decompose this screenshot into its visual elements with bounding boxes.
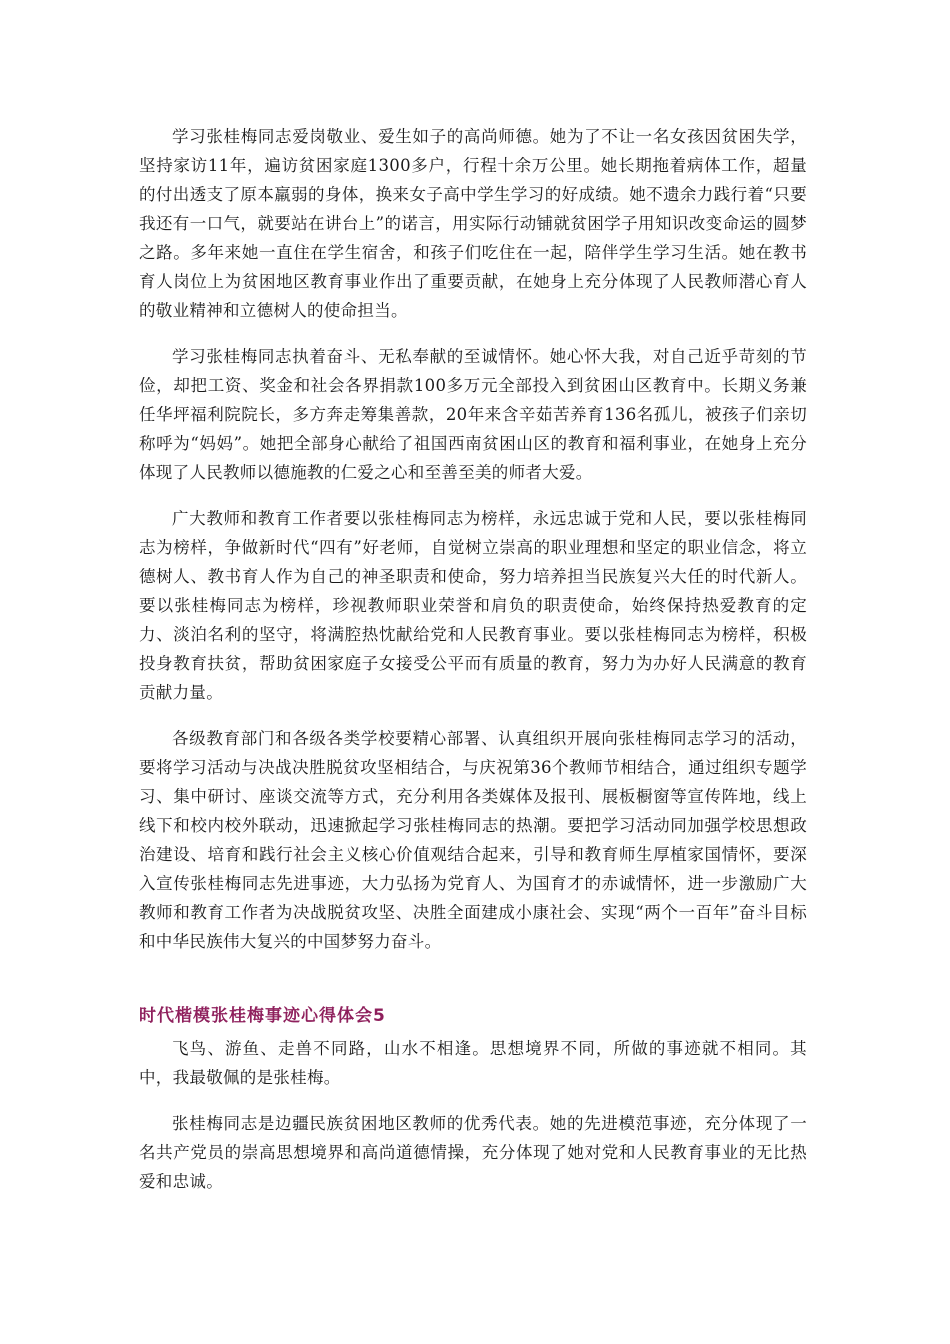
paragraph-1: 学习张桂梅同志爱岗敬业、爱生如子的高尚师德。她为了不让一名女孩因贫困失学，坚持家访11年，遍访贫困家庭1300多户，行程十余万公里。她长期拖着病体工作，超量的付出透支了原本羸弱的身体，换来女子高中学生学习的好成绩。她不遗余力践行着“只要我还有一口气，就要站在讲台上”的诺言，用实际行动铺就贫困学子用知识改变命运的圆梦之路。多年来她一直住在学生宿舍，和孩子们吃住在一起，陪伴学生学习生活。她在教书育人岗位上为贫困地区教育事业作出了重要贡献，在她身上充分体现了人民教师潜心育人的敬业精神和立德树人的使命担当。: [139, 127, 807, 320]
section-heading: 时代楷模张桂梅事迹心得体会5: [139, 1006, 386, 1026]
paragraph-2: 学习张桂梅同志执着奋斗、无私奉献的至诚情怀。她心怀大我，对自己近乎苛刻的节俭，却把工资、奖金和社会各界捐款100多万元全部投入到贫困山区教育中。长期义务兼任华坪福利院院长，多方奔走筹集善款，20年来含辛茹苦养育136名孤儿，被孩子们亲切称呼为“妈妈”。她把全部身心献给了祖国西南贫困山区的教育和福利事业，在她身上充分体现了人民教师以德施教的仁爱之心和至善至美的师者大爱。: [139, 347, 807, 482]
paragraph-5: 飞鸟、游鱼、走兽不同路，山水不相逢。思想境界不同，所做的事迹就不相同。其中，我最敬佩的是张桂梅。: [139, 1039, 807, 1087]
paragraph-3: 广大教师和教育工作者要以张桂梅同志为榜样，永远忠诚于党和人民，要以张桂梅同志为榜样，争做新时代“四有”好老师，自觉树立崇高的职业理想和坚定的职业信念，将立德树人、教书育人作为自己的神圣职责和使命，努力培养担当民族复兴大任的时代新人。要以张桂梅同志为榜样，珍视教师职业荣誉和肩负的职责使命，始终保持热爱教育的定力、淡泊名利的坚守，将满腔热忱献给党和人民教育事业。要以张桂梅同志为榜样，积极投身教育扶贫，帮助贫困家庭子女接受公平而有质量的教育，努力为办好人民满意的教育贡献力量。: [139, 509, 807, 702]
document-body: [139, 122, 807, 1213]
paragraph-6: 张桂梅同志是边疆民族贫困地区教师的优秀代表。她的先进模范事迹，充分体现了一名共产党员的崇高思想境界和高尚道德情操，充分体现了她对党和人民教育事业的无比热爱和忠诚。: [139, 1114, 807, 1191]
paragraph-4: 各级教育部门和各级各类学校要精心部署、认真组织开展向张桂梅同志学习的活动，要将学习活动与决战决胜脱贫攻坚相结合，与庆祝第36个教师节相结合，通过组织专题学习、集中研讨、座谈交流等方式，充分利用各类媒体及报刊、展板橱窗等宣传阵地，线上线下和校内校外联动，迅速掀起学习张桂梅同志的热潮。要把学习活动同加强学校思想政治建设、培育和践行社会主义核心价值观结合起来，引导和教育师生厚植家国情怀，要深入宣传张桂梅同志先进事迹，大力弘扬为党育人、为国育才的赤诚情怀，进一步激励广大教师和教育工作者为决战脱贫攻坚、决胜全面建成小康社会、实现“两个一百年”奋斗目标和中华民族伟大复兴的中国梦努力奋斗。: [139, 729, 807, 951]
